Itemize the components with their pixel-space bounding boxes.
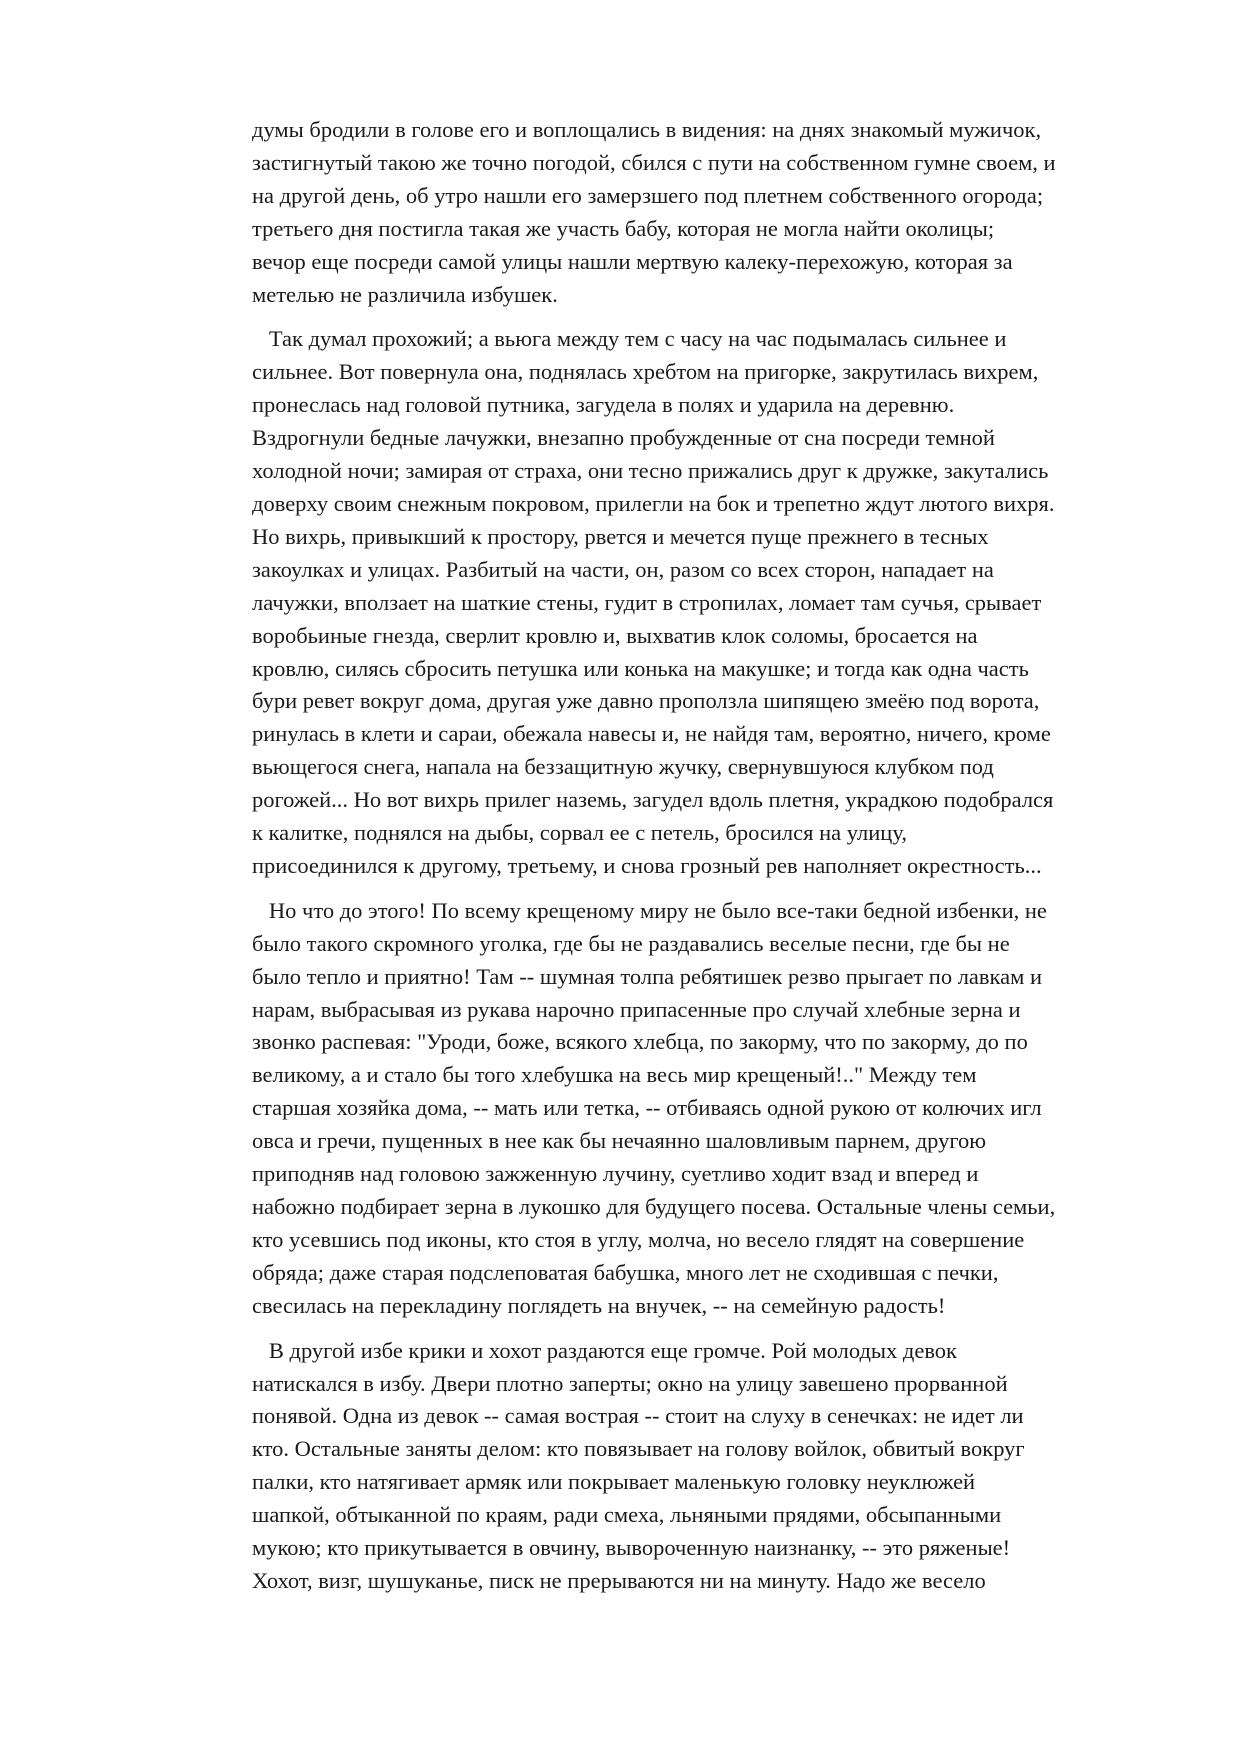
text-line: на другой день, об утро нашли его замерзшего под плетнем собственного огорода; — [252, 182, 1044, 208]
text-line: обряда; даже старая подслеповатая бабушка, много лет не сходившая с печки, — [252, 1259, 999, 1285]
paragraph-1 — [252, 114, 1152, 311]
text-line: Но вихрь, привыкший к простору, рвется и мечется пуще прежнего в тесных — [252, 523, 989, 549]
text-line: третьего дня постигла такая же участь бабу, которая не могла найти околицы; — [252, 215, 995, 241]
text-line: старшая хозяйка дома, -- мать или тетка, -- отбиваясь одной рукою от колючих игл — [252, 1095, 1042, 1121]
text-line: овса и гречи, пущенных в нее как бы нечаянно шаловливым парнем, другою — [252, 1128, 987, 1154]
text-line: вечор еще посреди самой улицы нашли мертвую калеку-перехожую, которая за — [252, 248, 1013, 274]
paragraph-4 — [252, 1335, 1152, 1598]
text-line: кто. Остальные заняты делом: кто повязывает на голову войлок, обвитый вокруг — [252, 1436, 1025, 1462]
paragraph-3 — [252, 895, 1152, 1323]
text-line: кто усевшись под иконы, кто стоя в углу, молча, но весело глядят на совершение — [252, 1226, 1025, 1252]
text-line: мукою; кто прикутывается в овчину, вывороченную наизнанку, -- это ряженые! — [252, 1535, 1011, 1561]
text-line: бури ревет вокруг дома, другая уже давно проползла шипящею змеёю под ворота, — [252, 688, 1040, 714]
text-line: рогожей... Но вот вихрь прилег наземь, загудел вдоль плетня, украдкою подобрался — [252, 787, 1054, 813]
text-line: пронеслась над головой путника, загудела в полях и ударила на деревню. — [252, 392, 955, 418]
text-line: ринулась в клети и сараи, обежала навесы и, не найдя там, вероятно, ничего, кроме — [252, 721, 1051, 747]
text-line: палки, кто натягивает армяк или покрывает маленькую головку неуклюжей — [252, 1469, 976, 1495]
text-line: воробьиные гнезда, сверлит кровлю и, выхватив клок соломы, бросается на — [252, 622, 978, 648]
text-line: натискался в избу. Двери плотно заперты; окно на улицу завешено прорванной — [252, 1370, 1008, 1396]
text-line: думы бродили в голове его и воплощались в видения: на днях знакомый мужичок, — [252, 117, 1042, 142]
text-line: лачужки, вползает на шаткие стены, гудит в стропилах, ломает там сучья, срывает — [252, 589, 1042, 615]
text-line: понявой. Одна из девок -- самая вострая -- стоит на слуху в сенечках: не идет ли — [252, 1403, 1024, 1429]
text-line: приподняв над головою зажженную лучину, суетливо ходит взад и вперед и — [252, 1161, 979, 1187]
text-line: метелью не различила избушек. — [252, 281, 558, 307]
text-line: холодной ночи; замирая от страха, они тесно прижались друг к дружке, закутались — [252, 458, 1049, 484]
text-line: В другой избе крики и хохот раздаются еще громче. Рой молодых девок — [252, 1337, 957, 1363]
paragraph-2 — [252, 323, 1152, 882]
text-line: свесилась на перекладину поглядеть на внучек, -- на семейную радость! — [252, 1292, 946, 1318]
text-line: Но что до этого! По всему крещеному миру не было все-таки бедной избенки, не — [252, 897, 1047, 923]
text-line: закоулках и улицах. Разбитый на части, он, разом со всех сторон, нападает на — [252, 556, 994, 582]
text-line: набожно подбирает зерна в лукошко для будущего посева. Остальные члены семьи, — [252, 1194, 1056, 1219]
text-line: присоединился к другому, третьему, и снова грозный рев наполняет окрестность... — [252, 852, 1042, 878]
text-line: Хохот, визг, шушуканье, писк не прерываются ни на минуту. Надо же весело — [252, 1567, 986, 1593]
text-line: звонко распевая: "Уроди, боже, всякого хлебца, по закорму, что по закорму, до по — [252, 1029, 1028, 1055]
text-line: великому, а и стало бы того хлебушка на весь мир крещеный!.." Между тем — [252, 1062, 977, 1088]
text-line: доверху своим снежным покровом, прилегли на бок и трепетно ждут лютого вихря. — [252, 490, 1055, 516]
text-line: было тепло и приятно! Там -- шумная толпа ребятишек резво прыгает по лавкам и — [252, 963, 1043, 989]
document-body — [252, 114, 1152, 1598]
text-line: кровлю, силясь сбросить петушка или конька на макушке; и тогда как одна часть — [252, 655, 1029, 681]
text-line: к калитке, поднялся на дыбы, сорвал ее с петель, бросился на улицу, — [252, 820, 907, 846]
text-line: сильнее. Вот повернула она, поднялась хребтом на пригорке, закрутилась вихрем, — [252, 359, 1039, 385]
text-line: было такого скромного уголка, где бы не раздавались веселые песни, где бы не — [252, 930, 1010, 956]
text-line: шапкой, обтыканной по краям, ради смеха, льняными прядями, обсыпанными — [252, 1502, 1002, 1528]
text-line: нарам, выбрасывая из рукава нарочно припасенные про случай хлебные зерна и — [252, 996, 1021, 1022]
text-line: Вздрогнули бедные лачужки, внезапно пробужденные от сна посреди темной — [252, 425, 995, 451]
text-line: вьющегося снега, напала на беззащитную жучку, свернувшуюся клубком под — [252, 754, 994, 780]
text-line: застигнутый такою же точно погодой, сбился с пути на собственном гумне своем, и — [252, 149, 1056, 175]
text-line: Так думал прохожий; а вьюга между тем с часу на час подымалась сильнее и — [252, 326, 1007, 352]
